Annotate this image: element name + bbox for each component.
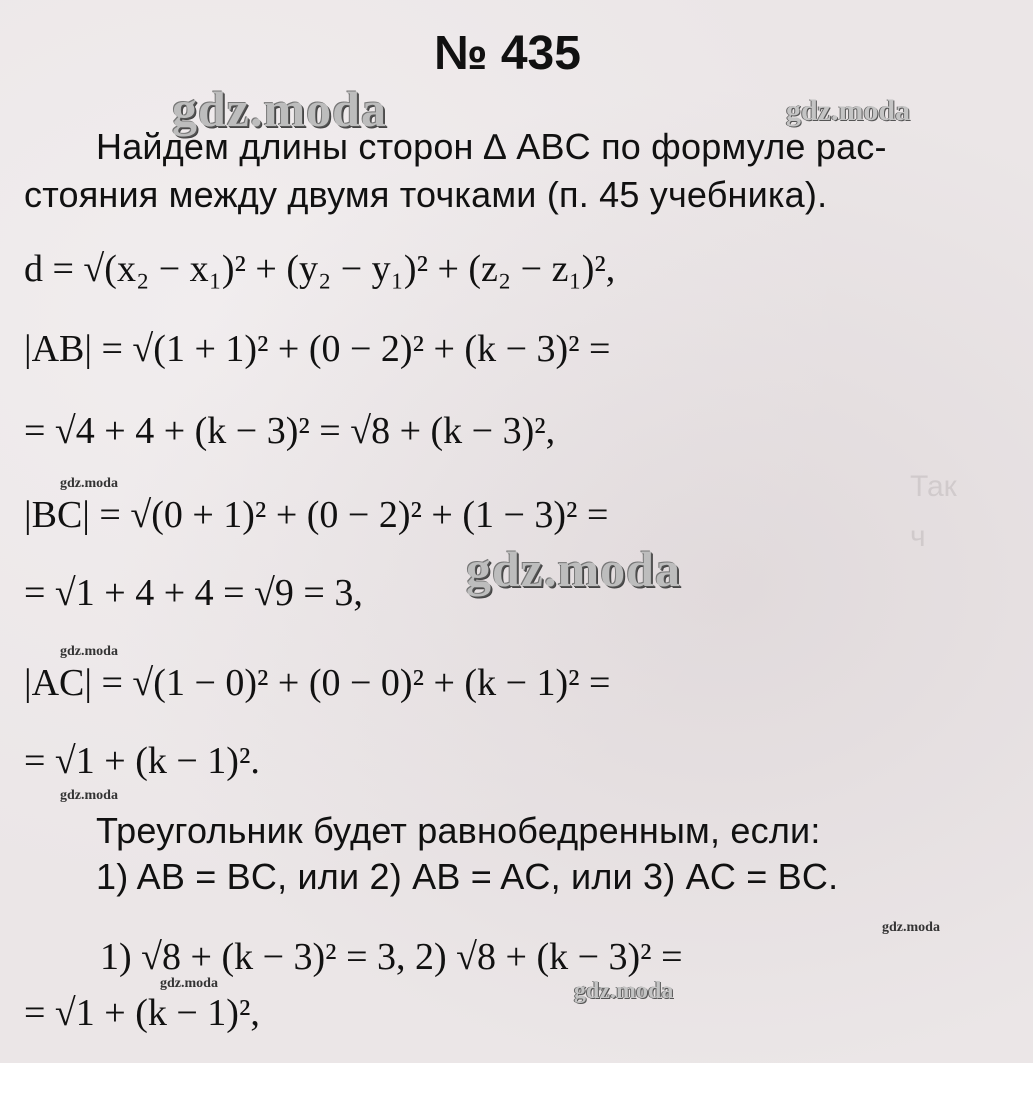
cases-line-2: = √1 + (k − 1)², [24,992,260,1034]
condition-line-1: Треугольник будет равнобедренным, если: [96,810,821,851]
intro-line-2: стояния между двумя точками (п. 45 учебника). [24,174,828,215]
watermark-medium: gdz.moda [574,978,674,1004]
problem-number: № 435 [434,27,581,80]
watermark-small: gdz.moda [60,788,118,803]
watermark-large: gdz.moda [466,541,681,597]
watermark-small: gdz.moda [60,476,118,491]
bc-formula-line-2: = √1 + 4 + 4 = √9 = 3, [24,572,363,614]
bleed-through-text: ч [910,520,926,553]
watermark-small: gdz.moda [60,644,118,659]
bc-formula-line-1: |BC| = √(0 + 1)² + (0 − 2)² + (1 − 3)² = [24,494,609,536]
condition-line-2: 1) AB = BC, или 2) AB = AC, или 3) AC = BC. [96,856,839,897]
bleed-through-text: Так [910,470,957,503]
ab-formula-line-2: = √4 + 4 + (k − 3)² = √8 + (k − 3)², [24,410,556,452]
ac-formula-line-2: = √1 + (k − 1)². [24,740,260,782]
watermark-medium: gdz.moda [786,94,911,127]
watermark-large: gdz.moda [172,81,387,137]
watermark-small: gdz.moda [882,920,940,935]
ab-formula-line-1: |AB| = √(1 + 1)² + (0 − 2)² + (k − 3)² = [24,328,611,370]
watermark-small: gdz.moda [160,976,218,991]
cases-line-1: 1) √8 + (k − 3)² = 3, 2) √8 + (k − 3)² = [100,936,683,978]
ac-formula-line-1: |AC| = √(1 − 0)² + (0 − 0)² + (k − 1)² = [24,662,611,704]
intro-line-1: Найдем длины сторон ∆ ABC по формуле рас- [96,126,887,167]
distance-formula: d = √(x₂ − x₁)² + (y₂ − y₁)² + (z₂ − z₁)², [24,248,616,290]
